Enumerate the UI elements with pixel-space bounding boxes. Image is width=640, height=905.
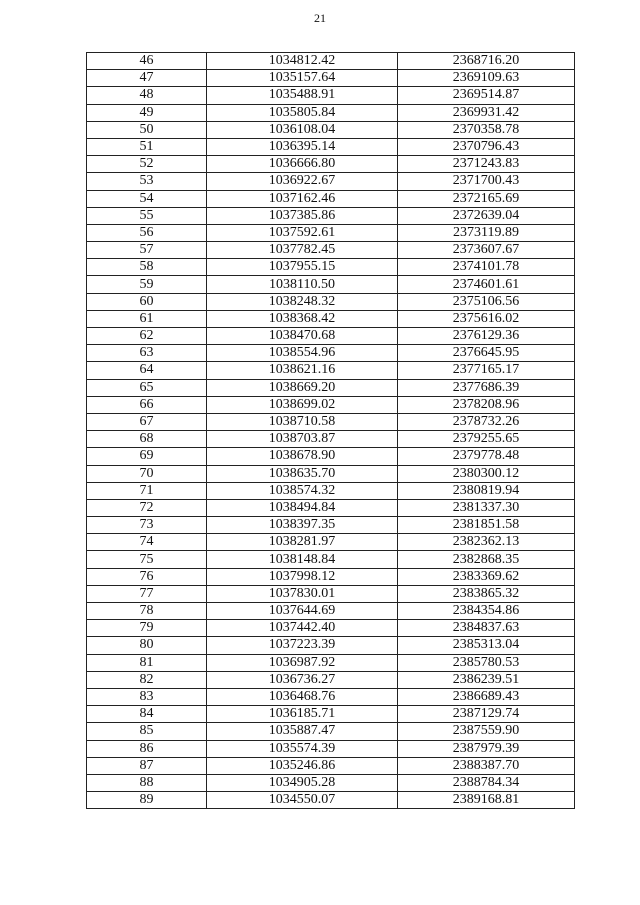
table-row: [87, 138, 575, 155]
y-coordinate-cell: 2375106.56: [398, 293, 575, 310]
table-row: [87, 585, 575, 602]
x-coordinate-cell: 1036736.27: [207, 671, 398, 688]
y-coordinate-cell: 2370358.78: [398, 121, 575, 138]
y-coordinate-cell: 2389168.81: [398, 792, 575, 809]
table-row: [87, 637, 575, 654]
x-coordinate-cell: 1036108.04: [207, 121, 398, 138]
point-number-cell: 64: [87, 362, 207, 379]
y-coordinate-cell: 2373119.89: [398, 224, 575, 241]
point-number-cell: 77: [87, 585, 207, 602]
point-number-cell: 89: [87, 792, 207, 809]
table-row: [87, 207, 575, 224]
point-number-cell: 58: [87, 259, 207, 276]
table-row: [87, 431, 575, 448]
y-coordinate-cell: 2387129.74: [398, 706, 575, 723]
x-coordinate-cell: 1037162.46: [207, 190, 398, 207]
x-coordinate-cell: 1037385.86: [207, 207, 398, 224]
table-row: [87, 688, 575, 705]
table-row: [87, 345, 575, 362]
table-row: [87, 499, 575, 516]
y-coordinate-cell: 2387559.90: [398, 723, 575, 740]
point-number-cell: 47: [87, 70, 207, 87]
table-row: [87, 379, 575, 396]
table-row: [87, 774, 575, 791]
y-coordinate-cell: 2369931.42: [398, 104, 575, 121]
x-coordinate-cell: 1037998.12: [207, 568, 398, 585]
y-coordinate-cell: 2383865.32: [398, 585, 575, 602]
point-number-cell: 88: [87, 774, 207, 791]
point-number-cell: 50: [87, 121, 207, 138]
point-number-cell: 66: [87, 396, 207, 413]
y-coordinate-cell: 2379255.65: [398, 431, 575, 448]
y-coordinate-cell: 2380819.94: [398, 482, 575, 499]
x-coordinate-cell: 1036666.80: [207, 156, 398, 173]
table-row: [87, 70, 575, 87]
x-coordinate-cell: 1036987.92: [207, 654, 398, 671]
table-row: [87, 482, 575, 499]
y-coordinate-cell: 2371700.43: [398, 173, 575, 190]
y-coordinate-cell: 2375616.02: [398, 310, 575, 327]
y-coordinate-cell: 2368716.20: [398, 53, 575, 70]
x-coordinate-cell: 1036395.14: [207, 138, 398, 155]
point-number-cell: 48: [87, 87, 207, 104]
y-coordinate-cell: 2381337.30: [398, 499, 575, 516]
table-row: [87, 224, 575, 241]
point-number-cell: 75: [87, 551, 207, 568]
x-coordinate-cell: 1038110.50: [207, 276, 398, 293]
y-coordinate-cell: 2381851.58: [398, 517, 575, 534]
x-coordinate-cell: 1037442.40: [207, 620, 398, 637]
y-coordinate-cell: 2386689.43: [398, 688, 575, 705]
point-number-cell: 79: [87, 620, 207, 637]
y-coordinate-cell: 2387979.39: [398, 740, 575, 757]
x-coordinate-cell: 1038635.70: [207, 465, 398, 482]
y-coordinate-cell: 2382868.35: [398, 551, 575, 568]
y-coordinate-cell: 2382362.13: [398, 534, 575, 551]
x-coordinate-cell: 1038494.84: [207, 499, 398, 516]
x-coordinate-cell: 1038248.32: [207, 293, 398, 310]
table-row: [87, 465, 575, 482]
y-coordinate-cell: 2384354.86: [398, 603, 575, 620]
point-number-cell: 52: [87, 156, 207, 173]
x-coordinate-cell: 1038397.35: [207, 517, 398, 534]
table-row: [87, 792, 575, 809]
x-coordinate-cell: 1036468.76: [207, 688, 398, 705]
point-number-cell: 53: [87, 173, 207, 190]
point-number-cell: 59: [87, 276, 207, 293]
point-number-cell: 72: [87, 499, 207, 516]
x-coordinate-cell: 1038699.02: [207, 396, 398, 413]
table-row: [87, 671, 575, 688]
x-coordinate-cell: 1035887.47: [207, 723, 398, 740]
point-number-cell: 46: [87, 53, 207, 70]
coordinate-table-container: [86, 52, 574, 809]
y-coordinate-cell: 2376129.36: [398, 328, 575, 345]
x-coordinate-cell: 1035488.91: [207, 87, 398, 104]
x-coordinate-cell: 1038368.42: [207, 310, 398, 327]
point-number-cell: 85: [87, 723, 207, 740]
y-coordinate-cell: 2385780.53: [398, 654, 575, 671]
table-row: [87, 620, 575, 637]
point-number-cell: 70: [87, 465, 207, 482]
table-row: [87, 706, 575, 723]
table-row: [87, 242, 575, 259]
table-row: [87, 173, 575, 190]
table-row: [87, 654, 575, 671]
point-number-cell: 86: [87, 740, 207, 757]
y-coordinate-cell: 2377686.39: [398, 379, 575, 396]
point-number-cell: 57: [87, 242, 207, 259]
x-coordinate-cell: 1034905.28: [207, 774, 398, 791]
x-coordinate-cell: 1038148.84: [207, 551, 398, 568]
point-number-cell: 49: [87, 104, 207, 121]
table-row: [87, 190, 575, 207]
table-row: [87, 603, 575, 620]
y-coordinate-cell: 2374601.61: [398, 276, 575, 293]
table-row: [87, 121, 575, 138]
y-coordinate-cell: 2370796.43: [398, 138, 575, 155]
table-row: [87, 396, 575, 413]
y-coordinate-cell: 2369514.87: [398, 87, 575, 104]
x-coordinate-cell: 1038281.97: [207, 534, 398, 551]
x-coordinate-cell: 1035805.84: [207, 104, 398, 121]
y-coordinate-cell: 2388784.34: [398, 774, 575, 791]
coordinate-table: [86, 52, 575, 809]
point-number-cell: 82: [87, 671, 207, 688]
point-number-cell: 76: [87, 568, 207, 585]
y-coordinate-cell: 2383369.62: [398, 568, 575, 585]
point-number-cell: 68: [87, 431, 207, 448]
point-number-cell: 67: [87, 413, 207, 430]
table-row: [87, 276, 575, 293]
x-coordinate-cell: 1035574.39: [207, 740, 398, 757]
x-coordinate-cell: 1035157.64: [207, 70, 398, 87]
x-coordinate-cell: 1038470.68: [207, 328, 398, 345]
x-coordinate-cell: 1037592.61: [207, 224, 398, 241]
point-number-cell: 73: [87, 517, 207, 534]
y-coordinate-cell: 2378732.26: [398, 413, 575, 430]
table-row: [87, 156, 575, 173]
y-coordinate-cell: 2376645.95: [398, 345, 575, 362]
point-number-cell: 60: [87, 293, 207, 310]
table-row: [87, 104, 575, 121]
point-number-cell: 83: [87, 688, 207, 705]
x-coordinate-cell: 1038678.90: [207, 448, 398, 465]
y-coordinate-cell: 2385313.04: [398, 637, 575, 654]
point-number-cell: 56: [87, 224, 207, 241]
table-row: [87, 534, 575, 551]
y-coordinate-cell: 2374101.78: [398, 259, 575, 276]
table-row: [87, 362, 575, 379]
table-row: [87, 568, 575, 585]
table-row: [87, 723, 575, 740]
y-coordinate-cell: 2377165.17: [398, 362, 575, 379]
y-coordinate-cell: 2386239.51: [398, 671, 575, 688]
x-coordinate-cell: 1037830.01: [207, 585, 398, 602]
table-row: [87, 310, 575, 327]
x-coordinate-cell: 1037223.39: [207, 637, 398, 654]
y-coordinate-cell: 2369109.63: [398, 70, 575, 87]
y-coordinate-cell: 2388387.70: [398, 757, 575, 774]
point-number-cell: 51: [87, 138, 207, 155]
y-coordinate-cell: 2380300.12: [398, 465, 575, 482]
point-number-cell: 87: [87, 757, 207, 774]
x-coordinate-cell: 1038703.87: [207, 431, 398, 448]
point-number-cell: 69: [87, 448, 207, 465]
table-row: [87, 551, 575, 568]
x-coordinate-cell: 1038621.16: [207, 362, 398, 379]
x-coordinate-cell: 1036185.71: [207, 706, 398, 723]
point-number-cell: 81: [87, 654, 207, 671]
y-coordinate-cell: 2372639.04: [398, 207, 575, 224]
point-number-cell: 61: [87, 310, 207, 327]
table-row: [87, 448, 575, 465]
x-coordinate-cell: 1036922.67: [207, 173, 398, 190]
table-row: [87, 87, 575, 104]
table-row: [87, 293, 575, 310]
point-number-cell: 55: [87, 207, 207, 224]
table-row: [87, 53, 575, 70]
coordinate-table-body: [87, 53, 575, 809]
point-number-cell: 71: [87, 482, 207, 499]
y-coordinate-cell: 2372165.69: [398, 190, 575, 207]
table-row: [87, 517, 575, 534]
y-coordinate-cell: 2371243.83: [398, 156, 575, 173]
x-coordinate-cell: 1038554.96: [207, 345, 398, 362]
table-row: [87, 757, 575, 774]
point-number-cell: 63: [87, 345, 207, 362]
x-coordinate-cell: 1037782.45: [207, 242, 398, 259]
table-row: [87, 413, 575, 430]
point-number-cell: 54: [87, 190, 207, 207]
y-coordinate-cell: 2379778.48: [398, 448, 575, 465]
table-row: [87, 259, 575, 276]
point-number-cell: 74: [87, 534, 207, 551]
x-coordinate-cell: 1037644.69: [207, 603, 398, 620]
x-coordinate-cell: 1038710.58: [207, 413, 398, 430]
point-number-cell: 80: [87, 637, 207, 654]
x-coordinate-cell: 1034812.42: [207, 53, 398, 70]
x-coordinate-cell: 1034550.07: [207, 792, 398, 809]
y-coordinate-cell: 2384837.63: [398, 620, 575, 637]
point-number-cell: 78: [87, 603, 207, 620]
x-coordinate-cell: 1038669.20: [207, 379, 398, 396]
x-coordinate-cell: 1035246.86: [207, 757, 398, 774]
point-number-cell: 65: [87, 379, 207, 396]
y-coordinate-cell: 2373607.67: [398, 242, 575, 259]
point-number-cell: 62: [87, 328, 207, 345]
x-coordinate-cell: 1037955.15: [207, 259, 398, 276]
y-coordinate-cell: 2378208.96: [398, 396, 575, 413]
table-row: [87, 740, 575, 757]
x-coordinate-cell: 1038574.32: [207, 482, 398, 499]
table-row: [87, 328, 575, 345]
point-number-cell: 84: [87, 706, 207, 723]
page-number: 21: [314, 11, 326, 25]
